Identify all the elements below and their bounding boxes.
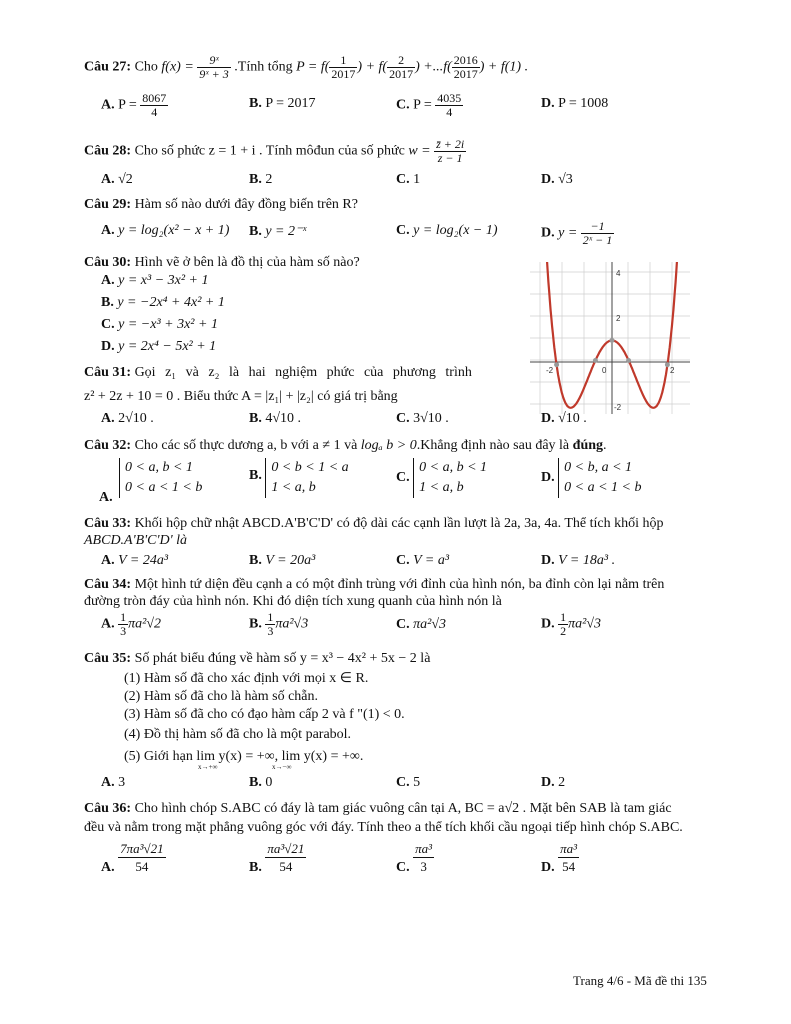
limit-subscript: x→+∞: [198, 763, 218, 771]
fraction: $\frac{2}{2017}$: [389, 53, 414, 81]
question-31-line2: z² + 2z + 10 = 0 . Biểu thức A = |z₁| + |z₂| có giá trị bằng: [84, 389, 398, 404]
question-35: [84, 650, 724, 667]
graph-point: [665, 362, 670, 367]
option-b[interactable]: B. 2: [249, 172, 273, 187]
question-28: [84, 138, 724, 165]
question-label: Câu 32:: [84, 438, 132, 453]
option-c[interactable]: C. 5: [396, 775, 421, 790]
graph-point: [610, 338, 615, 343]
question-33: [84, 515, 734, 532]
option-a[interactable]: A. √2: [101, 172, 133, 187]
question-33-line2: ABCD.A'B'C'D' là: [84, 533, 187, 548]
question-text: Một hình tứ diện đều cạnh a có một đỉnh trùng với đỉnh của hình nón, ba đỉnh còn lại nằm trên: [134, 577, 665, 592]
question-text: Gọi z₁ và z₂ là hai nghiệm phức của phương trình: [134, 365, 472, 380]
option-d[interactable]: D. y = $\frac{-1}{\text{2ˣ − 1}}$: [541, 219, 613, 247]
option-d[interactable]: D. V = 18a³ .: [541, 553, 616, 568]
question-32: Câu 32: Cho các số thực dương a, b với a ≠ 1 và logₐ b > 0.Khẳng định nào sau đây là đúng.: [84, 438, 607, 453]
question-label: Câu 27:: [84, 59, 132, 75]
graph-point: [626, 358, 631, 363]
question-text: Cho các số thực dương a, b với a ≠ 1 và: [134, 438, 358, 453]
question-text: .Tính tổng: [234, 59, 293, 75]
sum-expression: ) + f(1) .: [479, 59, 529, 75]
question-29: [84, 196, 724, 213]
option-a[interactable]: A. V = 24a³: [101, 553, 169, 568]
option-c[interactable]: C. $\frac{\text{πa³}}{3}$: [396, 841, 433, 875]
function-def: f(x) =: [161, 59, 194, 75]
option-d[interactable]: D. 0 < b, a < 1 0 < a < 1 < b: [541, 458, 641, 498]
limit-subscript: x→−∞: [272, 763, 292, 771]
option-c[interactable]: C. y = −x³ + 3x² + 1: [101, 317, 218, 332]
statement-3: (3) Hàm số đã cho có đạo hàm cấp 2 và f "(1) < 0.: [124, 707, 405, 722]
option-b[interactable]: B. y = −2x⁴ + 4x² + 1: [101, 295, 225, 310]
option-b[interactable]: B. y = 2⁻ˣ: [249, 224, 307, 239]
option-c[interactable]: C. P = $\frac{4035}{4}$: [396, 91, 462, 119]
question-text: Cho hình chóp S.ABC có đáy là tam giác vuông cân tại A, BC = a√2 . Mặt bên SAB là tam giác: [134, 801, 672, 816]
statement-1: (1) Hàm số đã cho xác định với mọi x ∈ R.: [124, 671, 369, 686]
option-c[interactable]: C. 0 < a, b < 1 1 < a, b: [396, 458, 487, 498]
question-label: Câu 35:: [84, 651, 132, 666]
question-label: Câu 28:: [84, 143, 132, 159]
option-d[interactable]: D. $\frac{1}{2}$ πa²√3: [541, 610, 602, 638]
options-36: [101, 840, 721, 880]
statement-2: (2) Hàm số đã cho là hàm số chẵn.: [124, 689, 318, 704]
options-33: [101, 553, 721, 575]
option-a[interactable]: A. 2√10 .: [101, 411, 154, 426]
question-text: Số phát biểu đúng về hàm số y = x³ − 4x² + 5x − 2 là: [134, 651, 431, 666]
emphasis-word: đúng: [572, 438, 604, 453]
option-b[interactable]: B. $\frac{\text{πa³√21}}{54}$: [249, 841, 305, 875]
option-a[interactable]: A. $\frac{1}{3}$ πa²√2: [101, 610, 162, 638]
page-footer: Trang 4/6 - Mã đề thi 135: [573, 973, 707, 988]
option-d[interactable]: D. √3: [541, 172, 573, 187]
question-27: [84, 54, 724, 81]
option-c[interactable]: C. 3√10 .: [396, 411, 449, 426]
fraction: $\frac{\text{9ˣ}}{\text{9ˣ + 3}}$: [199, 53, 229, 81]
tick-label: -2: [546, 366, 554, 375]
option-a[interactable]: A. y = x³ − 3x² + 1: [101, 273, 209, 288]
question-text: Cho: [134, 59, 158, 75]
option-a[interactable]: A. P = $\frac{8067}{4}$: [101, 91, 167, 119]
option-b[interactable]: B. 0 < b < 1 < a 1 < a, b: [249, 458, 349, 498]
question-31: [84, 364, 524, 381]
option-d[interactable]: D. √10 .: [541, 411, 587, 426]
option-c[interactable]: C. 1: [396, 172, 421, 187]
question-text: Hàm số nào dưới đây đồng biến trên R?: [134, 197, 358, 212]
statement-4: (4) Đồ thị hàm số đã cho là một parabol.: [124, 727, 352, 742]
sum-expression: ) + f(: [357, 59, 388, 75]
tick-label: -2: [614, 403, 622, 412]
options-28: [101, 172, 721, 194]
log-condition: logₐ b > 0: [360, 438, 417, 453]
options-35: [101, 775, 721, 797]
question-label: Câu 31:: [84, 365, 132, 380]
options-27: [101, 91, 721, 119]
option-b[interactable]: B. $\frac{1}{3}$ πa²√3: [249, 610, 309, 638]
question-label: Câu 30:: [84, 255, 132, 270]
option-c[interactable]: C. V = a³: [396, 553, 450, 568]
fraction: $\frac{1}{2017}$: [331, 53, 356, 81]
option-a[interactable]: A. 3: [101, 775, 126, 790]
option-d[interactable]: D. y = 2x⁴ − 5x² + 1: [101, 339, 217, 354]
options-29: [101, 219, 721, 247]
question-34: [84, 576, 734, 593]
option-a[interactable]: A. y = log₂(x² − x + 1): [101, 223, 230, 238]
options-31: [101, 411, 721, 433]
option-b[interactable]: B. 0: [249, 775, 273, 790]
question-36-line2: đều và nằm trong mặt phẳng vuông góc với đáy. Tính theo a thể tích khối cầu ngoại tiếp hình chóp S.ABC.: [84, 820, 683, 835]
question-label: Câu 34:: [84, 577, 132, 592]
tick-label: 2: [670, 366, 675, 375]
tick-label: 0: [602, 366, 607, 375]
question-label: Câu 29:: [84, 197, 132, 212]
question-text: Hình vẽ ở bên là đồ thị của hàm số nào?: [134, 255, 360, 270]
fraction: $\frac{2016}{2017}$: [453, 53, 478, 81]
question-label: Câu 36:: [84, 801, 132, 816]
w-def: w =: [408, 143, 431, 159]
option-a[interactable]: A. $\frac{\text{7πa³√21}}{54}$: [101, 841, 164, 875]
tick-label: 4: [616, 269, 621, 278]
graph-point: [593, 358, 598, 363]
question-36: [84, 800, 734, 817]
sum-expression: ) +...f(: [415, 59, 452, 75]
options-32: [101, 458, 721, 506]
option-a[interactable]: A. 0 < a, b < 1 0 < a < 1 < b: [99, 460, 203, 505]
question-34-line2: đường tròn đáy của hình nón. Khi đó diện tích xung quanh của hình nón là: [84, 594, 502, 609]
options-34: [101, 610, 721, 638]
question-text: .Khẳng định nào sau đây là: [416, 438, 570, 453]
question-text: Cho số phức z = 1 + i . Tính môđun của số phức: [134, 143, 405, 159]
graph-point: [554, 362, 559, 367]
option-d[interactable]: D. P = 1008: [541, 96, 609, 111]
sum-expression: P = f(: [296, 59, 330, 75]
option-c[interactable]: C. y = log₂(x − 1): [396, 223, 498, 238]
statement-5: (5) Giới hạn lim y(x) = +∞, lim y(x) = +∞.: [124, 749, 364, 764]
option-d[interactable]: D. 2: [541, 775, 566, 790]
fraction: $\frac{z̄ + 2i}{z - 1}$: [436, 137, 465, 165]
option-c[interactable]: C. πa²√3: [396, 617, 447, 632]
option-d[interactable]: D. $\frac{\text{πa³}}{54}$: [541, 841, 578, 875]
question-label: Câu 33:: [84, 516, 132, 531]
question-text: Khối hộp chữ nhật ABCD.A'B'C'D' có độ dài các cạnh lần lượt là 2a, 3a, 4a. Thể tích khối hộp: [134, 516, 664, 531]
tick-label: 2: [616, 314, 621, 323]
option-b[interactable]: B. P = 2017: [249, 96, 316, 111]
option-b[interactable]: B. V = 20a³: [249, 553, 316, 568]
option-b[interactable]: B. 4√10 .: [249, 411, 302, 426]
